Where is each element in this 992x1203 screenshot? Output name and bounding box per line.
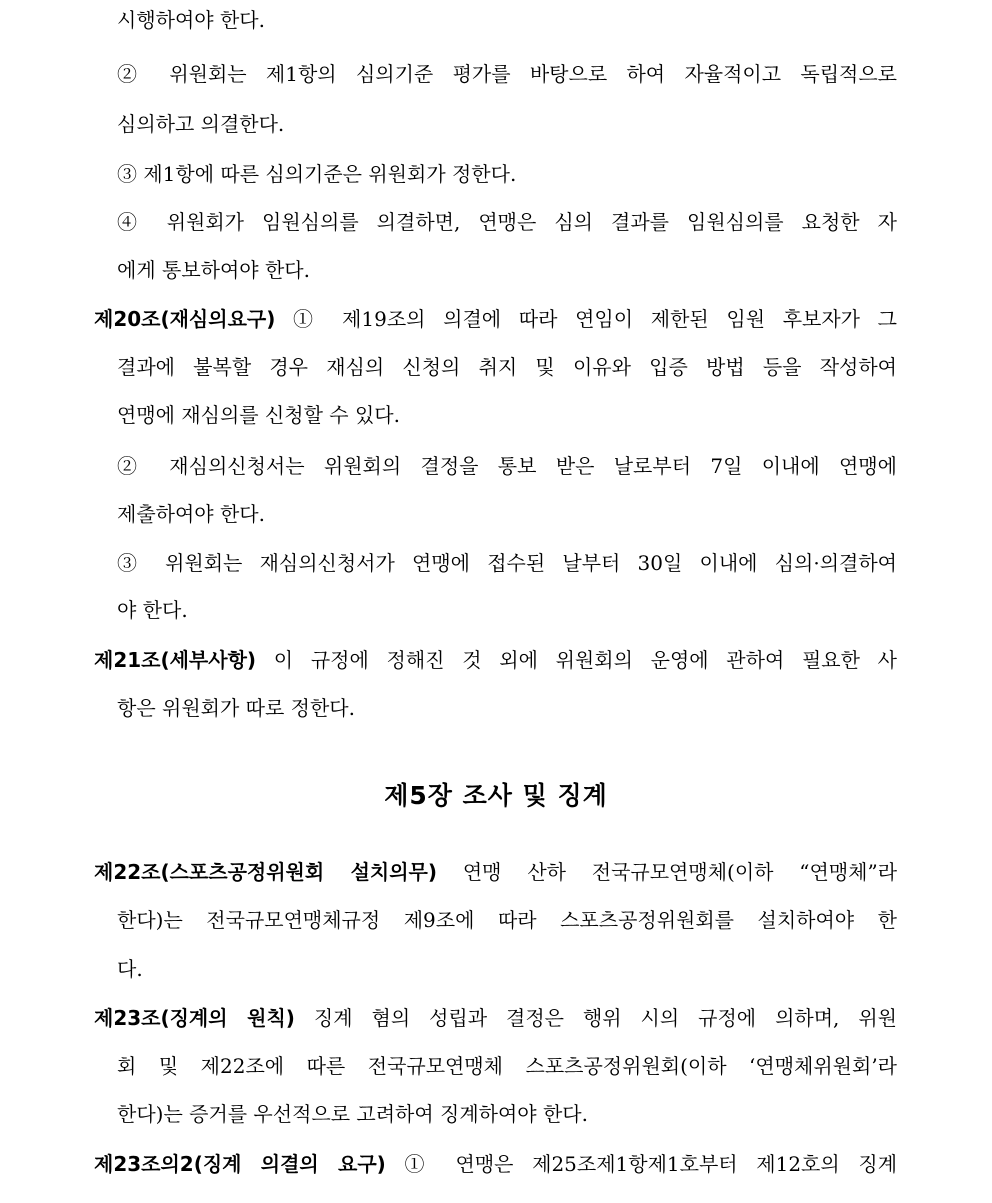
line-text: 항은 위원회가 따로 정한다. xyxy=(117,696,355,720)
line-text: 에게 통보하여야 한다. xyxy=(117,258,310,282)
article-21 xyxy=(94,640,897,680)
text-line xyxy=(0,54,992,94)
text-line xyxy=(0,543,992,583)
line-text: ③ 위원회는 재심의신청서가 연맹에 접수된 날부터 30일 이내에 심의·의결하여 xyxy=(117,551,897,575)
line-text: 연맹에 재심의를 신청할 수 있다. xyxy=(117,403,400,427)
text-line xyxy=(0,900,992,940)
article-line xyxy=(0,998,992,1038)
line-text: ③ 제1항에 따른 심의기준은 위원회가 정한다. xyxy=(117,162,517,186)
text-line xyxy=(0,446,992,486)
article-title: 제20조(재심의요구) xyxy=(94,307,276,331)
article-text: 징계 혐의 성립과 결정은 행위 시의 규정에 의하며, 위원 xyxy=(313,1006,897,1030)
line-text: 시행하여야 한다. xyxy=(117,8,265,32)
text-line xyxy=(0,0,992,40)
article-text: ① 연맹은 제25조제1항제1호부터 제12호의 징계 xyxy=(404,1152,898,1176)
article-text: 연맹 산하 전국규모연맹체(이하 “연맹체”라 xyxy=(462,860,898,884)
article-title: 제21조(세부사항) xyxy=(94,648,257,672)
text-line xyxy=(0,494,992,534)
text-line xyxy=(0,202,992,242)
article-title: 제22조(스포츠공정위원회 설치의무) xyxy=(94,860,438,884)
article-22 xyxy=(94,852,897,892)
article-line xyxy=(0,640,992,680)
line-text: 야 한다. xyxy=(117,598,188,622)
line-text: ④ 위원회가 임원심의를 의결하면, 연맹은 심의 결과를 임원심의를 요청한 자 xyxy=(117,210,897,234)
article-20 xyxy=(94,299,897,339)
article-line xyxy=(0,1144,992,1184)
article-line xyxy=(0,852,992,892)
text-line xyxy=(0,1094,992,1134)
line-text: 회 및 제22조에 따른 전국규모연맹체 스포츠공정위원회(이하 ‘연맹체위원회’라 xyxy=(117,1054,897,1078)
article-23 xyxy=(94,998,897,1038)
chapter-title: 제5장 조사 및 징계 xyxy=(384,781,608,810)
line-text: ② 재심의신청서는 위원회의 결정을 통보 받은 날로부터 7일 이내에 연맹에 xyxy=(117,454,897,478)
text-line xyxy=(0,104,992,144)
article-line xyxy=(0,299,992,339)
line-text: 결과에 불복할 경우 재심의 신청의 취지 및 이유와 입증 방법 등을 작성하여 xyxy=(117,355,897,379)
text-line xyxy=(0,688,992,728)
text-line xyxy=(0,590,992,630)
text-line xyxy=(0,1046,992,1086)
text-line xyxy=(0,949,992,989)
text-line xyxy=(0,250,992,290)
line-text: 제출하여야 한다. xyxy=(117,502,265,526)
line-text: 심의하고 의결한다. xyxy=(117,112,285,136)
text-line xyxy=(0,395,992,435)
article-23-2 xyxy=(94,1144,897,1184)
article-title: 제23조의2(징계 의결의 요구) xyxy=(94,1152,386,1176)
line-text: 한다)는 전국규모연맹체규정 제9조에 따라 스포츠공정위원회를 설치하여야 한 xyxy=(117,908,897,932)
line-text: 한다)는 증거를 우선적으로 고려하여 징계하여야 한다. xyxy=(117,1102,588,1126)
line-text: 다. xyxy=(117,957,143,981)
line-text: ② 위원회는 제1항의 심의기준 평가를 바탕으로 하여 자율적이고 독립적으로 xyxy=(117,62,897,86)
article-text: 이 규정에 정해진 것 외에 위원회의 운영에 관하여 필요한 사 xyxy=(273,648,897,672)
text-line xyxy=(0,347,992,387)
text-line xyxy=(0,154,992,194)
article-text: ① 제19조의 의결에 따라 연임이 제한된 임원 후보자가 그 xyxy=(293,307,897,331)
article-title: 제23조(징계의 원칙) xyxy=(94,1006,295,1030)
